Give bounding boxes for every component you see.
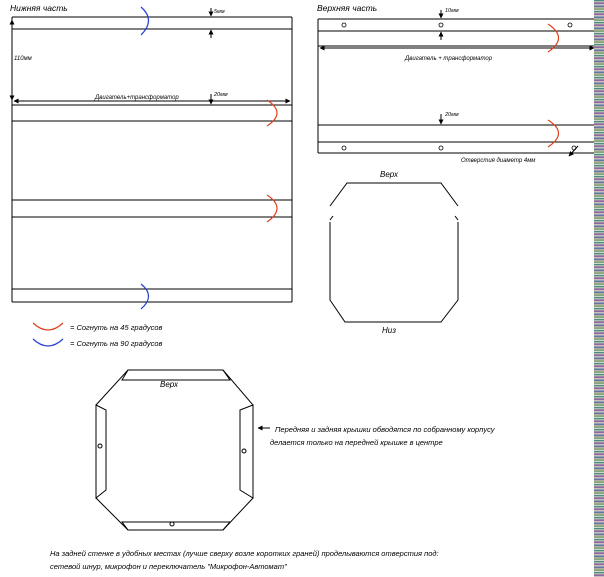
- motor-transformer-label: Двигатель + трансформатор: [405, 56, 493, 62]
- cover-top-label: Верх: [160, 380, 178, 389]
- legend: [33, 323, 162, 348]
- bottom-note-line1: На задней стенке в удобных местах (лучше сверху возле коротких граней) проделываются отверстия под:: [50, 549, 439, 558]
- cover-top-flap: [122, 370, 230, 380]
- dim-10mm-label: 10мм: [445, 8, 459, 14]
- side-wall-shape: [330, 183, 458, 322]
- side-wall-top-label: Верх: [380, 170, 398, 179]
- mounting-holes: [342, 23, 576, 150]
- bend-45-arc: [267, 195, 277, 222]
- bend-45-arc: [267, 100, 277, 126]
- mounting-hole: [568, 23, 572, 27]
- side-wall-bottom-label: Низ: [382, 326, 396, 335]
- side-wall-corner-tick: [455, 216, 458, 220]
- mounting-hole: [342, 146, 346, 150]
- motor-transformer-label: Двигатель+трансформатор: [95, 95, 179, 101]
- cover-hole: [242, 449, 246, 453]
- dim-110mm-label: 110мм: [14, 56, 32, 62]
- cover-outer-contour: [96, 370, 253, 530]
- side-wall-bottom-contour: [330, 222, 458, 322]
- legend-45-label: = Согнуть на 45 градусов: [70, 323, 163, 332]
- dim-20mm-label: 20мм: [445, 112, 459, 118]
- bottom-part-title: Нижняя часть: [10, 3, 68, 13]
- bottom-note-line2: сетевой шнур, микрофон и переключатель "Микрофон-Автомат": [50, 562, 287, 571]
- mounting-hole: [439, 146, 443, 150]
- mounting-hole: [342, 23, 346, 27]
- legend-90-arc: [33, 339, 63, 346]
- dim-20mm-label: 20мм: [214, 92, 228, 98]
- cover-hole: [98, 444, 102, 448]
- top-part-panel: [318, 10, 596, 156]
- mounting-hole: [439, 23, 443, 27]
- holes-pointer-arrow: [569, 146, 578, 156]
- cover-bottom-flap: [122, 522, 230, 530]
- bottom-part-panel: [12, 8, 292, 302]
- dim-5mm-label: 5мм: [214, 9, 225, 15]
- holes-note: Отверстия диаметр 4мм: [461, 158, 536, 164]
- bend-45-arc: [548, 120, 559, 147]
- mounting-hole: [572, 146, 576, 150]
- side-wall-top-contour: [330, 183, 458, 206]
- image-edge-stripe: [594, 0, 604, 577]
- legend-45-arc: [33, 323, 63, 330]
- cover-note-line2: делается только на передней крышке в центре: [270, 438, 443, 447]
- cover-hole: [170, 522, 174, 526]
- top-part-title: Верхняя часть: [317, 3, 378, 13]
- cover-left-flap: [96, 405, 106, 498]
- bend-90-arc: [141, 284, 149, 309]
- cover-note-line1: Передняя и задняя крышки обводятся по собранному корпусу: [275, 425, 495, 434]
- bend-90-arc: [141, 7, 149, 35]
- cover-shape: [96, 370, 270, 530]
- side-wall-corner-tick: [330, 216, 333, 220]
- legend-90-label: = Согнуть на 90 градусов: [70, 339, 163, 348]
